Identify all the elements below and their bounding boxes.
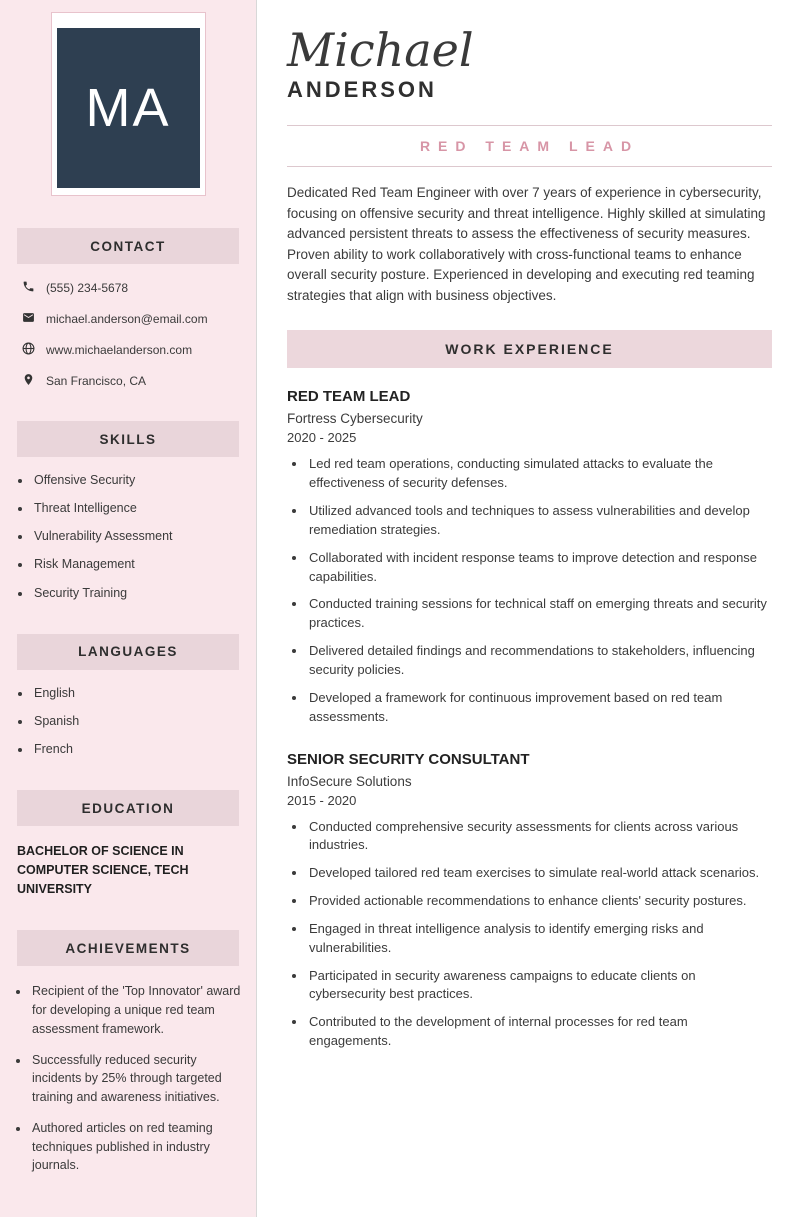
work-experience-header: WORK EXPERIENCE [287, 330, 772, 368]
language-item: • English [32, 684, 239, 702]
job-bullet: • Delivered detailed findings and recommendations to stakeholders, influencing security policies. [307, 642, 772, 680]
job-bullet: • Conducted comprehensive security assessments for clients across various industries. [307, 818, 772, 856]
phone-icon [22, 280, 35, 296]
job-bullet: • Utilized advanced tools and techniques to assess vulnerabilities and develop remediation strategies. [307, 502, 772, 540]
job-title: RED TEAM LEAD [287, 388, 411, 406]
contact-item-phone [22, 280, 239, 296]
contact-item-email [22, 311, 239, 327]
main-content [257, 0, 800, 1217]
languages-list [32, 684, 239, 758]
skill-item: • Security Training [32, 584, 239, 602]
education-degree: BACHELOR OF SCIENCE IN COMPUTER SCIENCE, TECH UNIVERSITY [17, 844, 189, 896]
contact-email: michael.anderson@email.com [46, 312, 208, 326]
achievements-section-header: ACHIEVEMENTS [17, 930, 239, 966]
contact-item-location [22, 373, 239, 389]
job-dates: 2015 - 2020 [287, 792, 357, 808]
avatar-initials-box [57, 28, 200, 188]
role-title: RED TEAM LEAD [419, 138, 640, 155]
skill-item: • Vulnerability Assessment [32, 527, 239, 545]
job-bullet: • Led red team operations, conducting simulated attacks to evaluate the effectiveness of security defenses. [307, 455, 772, 493]
languages-section-header: LANGUAGES [17, 634, 239, 670]
achievement-item: • Authored articles on red teaming techniques published in industry journals. [30, 1119, 242, 1175]
achievements-list [30, 982, 242, 1175]
job-bullet: • Developed tailored red team exercises to simulate real-world attack scenarios. [307, 864, 772, 883]
job-bullet: • Conducted training sessions for technical staff on emerging threats and security practices. [307, 595, 772, 633]
globe-icon [22, 342, 35, 358]
contact-section-header: CONTACT [17, 228, 239, 264]
achievement-item: • Recipient of the 'Top Innovator' award for developing a unique red team assessment framework. [30, 982, 242, 1038]
job-bullet: • Provided actionable recommendations to enhance clients' security postures. [307, 892, 772, 911]
job-title: SENIOR SECURITY CONSULTANT [287, 750, 530, 768]
avatar [51, 12, 206, 196]
education-section-header: EDUCATION [17, 790, 239, 826]
contact-location: San Francisco, CA [46, 374, 147, 388]
skills-list [32, 471, 239, 602]
role-band [287, 125, 772, 167]
first-name: Michael [287, 23, 474, 77]
job-bullet-list [287, 455, 772, 726]
achievement-item: • Successfully reduced security incidents by 25% through targeted training and awareness initiatives. [30, 1051, 242, 1107]
job-bullet: • Engaged in threat intelligence analysis to identify emerging risks and vulnerabilities. [307, 920, 772, 958]
skill-item: • Offensive Security [32, 471, 239, 489]
skill-item: • Risk Management [32, 555, 239, 573]
job-company: Fortress Cybersecurity [287, 411, 423, 427]
skills-section-header: SKILLS [17, 421, 239, 457]
job-bullet-list [287, 818, 772, 1051]
job-dates: 2020 - 2025 [287, 430, 357, 446]
language-item: • Spanish [32, 712, 239, 730]
sidebar [0, 0, 257, 1217]
email-icon [22, 311, 35, 327]
contact-item-website [22, 342, 239, 358]
job-company: InfoSecure Solutions [287, 773, 412, 789]
last-name: ANDERSON [287, 77, 437, 103]
job-bullet: • Participated in security awareness campaigns to educate clients on cybersecurity best practices. [307, 967, 772, 1005]
contact-list [22, 280, 239, 389]
location-icon [22, 373, 35, 389]
job-entry [287, 388, 772, 726]
job-bullet: • Collaborated with incident response teams to improve detection and response capabilities. [307, 549, 772, 587]
job-bullet: • Developed a framework for continuous improvement based on red team assessments. [307, 689, 772, 727]
contact-website: www.michaelanderson.com [46, 343, 193, 357]
avatar-initials: MA [85, 78, 171, 138]
language-item: • French [32, 740, 239, 758]
skill-item: • Threat Intelligence [32, 499, 239, 517]
contact-phone: (555) 234-5678 [46, 281, 129, 295]
professional-summary: Dedicated Red Team Engineer with over 7 years of experience in cybersecurity, focusing on offensive security and threat intelligence. Highly skilled at simulating advanced persistent threats to assess the effectiveness of security measures. Proven ability to work collaboratively with cross-functional teams to enhance overall security posture. Experienced in developing and executing red teaming strategies that align with business objectives. [287, 185, 766, 303]
job-entry [287, 751, 772, 1051]
job-bullet: • Contributed to the development of internal processes for red team engagements. [307, 1013, 772, 1051]
